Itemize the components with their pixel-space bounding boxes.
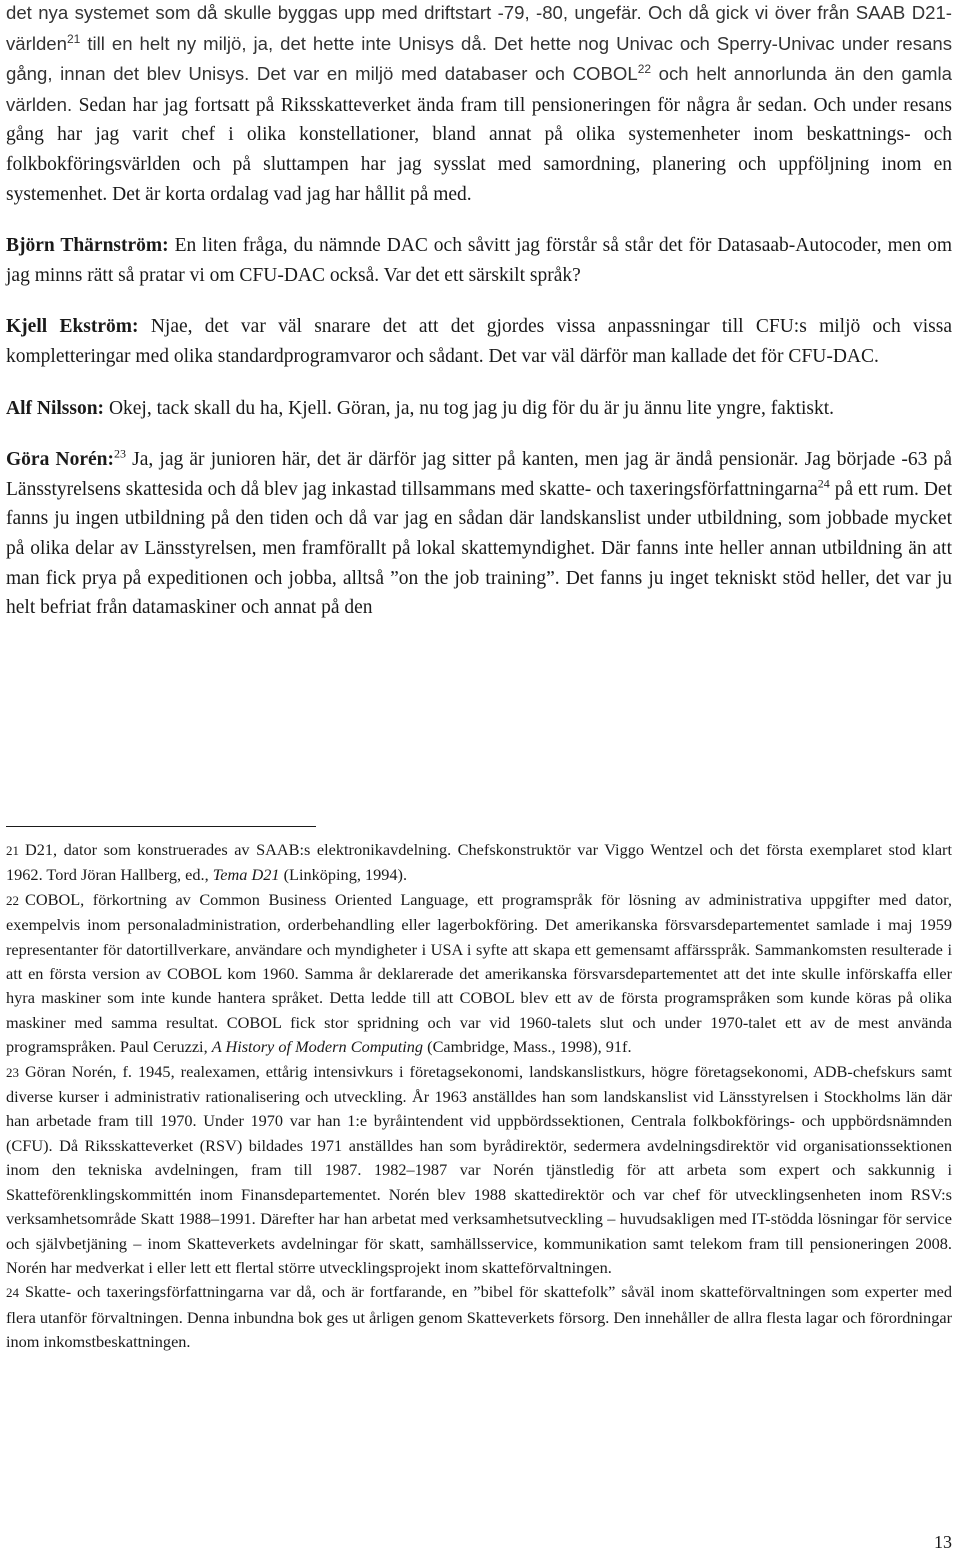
footnote-ref-22[interactable]: 22: [637, 62, 652, 76]
footnote-mark: 24: [6, 1285, 19, 1301]
footnote-mark: 22: [6, 892, 19, 908]
speech-text-2: på ett rum. Det fanns ju ingen utbildning på den tiden och då var jag en sådan där landskanslist under utbildning, som jobbade mycket på olika delar av Länsstyrelsen, men framförallt på lokal skattemyndighet. Där fanns inte heller annan utbildning än att man fick prya på expeditionen och jobba, alltså ”on the job training”. Det fanns ju inget tekniskt stöd heller, det var ju helt befriat från datamaskiner och annat på den: [6, 478, 953, 619]
footnote-23: [6, 1060, 952, 1281]
footnote-text: COBOL, förkortning av Common Business Oriented Language, ett programspråk för lösning av administrativa uppgifter med dator, exempelvis inom personaladministration, orderbehandling eller lagerbokföring. Det amerikanska försvarsdepartementet samlade i maj 1959 representanter för datortillverkare, användare och myndigheter i USA i syfte att skapa ett gemensamt affärsspråk. Sammankomsten resulterade i att en första version av COBOL kom 1960. Samma år deklarerade det amerikanska försvarsdepartementet att det inte skulle införskaffa eller hyra maskiner som inte kunde hantera språket. Detta ledde till att COBOL blev ett av de första programspråken som kunde köras på olika maskiner med samma resultat. COBOL fick stor spridning och var vid 1960-talets slut och under 1970-talet ett av de mest använda programspråken. Paul Ceruzzi,: [6, 889, 952, 1057]
footnote-mark: 23: [6, 1064, 19, 1080]
main-text: [6, 0, 952, 623]
paragraph-tharnstrom: [6, 231, 952, 290]
footnote-24: [6, 1280, 952, 1354]
footnote-title: A History of Modern Computing: [211, 1037, 424, 1057]
footnote-text: D21, dator som konstruerades av SAAB:s elektronikavdelning. Chefskonstruktör var Viggo Wentzel och det första exemplaret stod klart 1962. Tord Jöran Hallberg, ed.,: [6, 840, 952, 885]
speech-text: En liten fråga, du nämnde DAC och såvitt jag förstår så står det för Datasaab-Autocoder, men om jag minns rätt så pratar vi om CFU-DAC också. Var det ett särskilt språk?: [6, 235, 952, 286]
speaker-name: Göra Norén:: [6, 449, 114, 471]
footnote-title: Tema D21: [212, 865, 280, 885]
speech-text: Okej, tack skall du ha, Kjell. Göran, ja, nu tog jag ju dig för du är ju ännu lite yngre, faktiskt.: [104, 397, 835, 419]
paragraph-intro: [6, 0, 952, 209]
footnote-text-end: (Linköping, 1994).: [279, 865, 408, 885]
footnote-mark: 21: [6, 843, 19, 858]
footnote-22: [6, 888, 952, 1060]
document-page: [6, 0, 952, 623]
paragraph-nilsson: [6, 394, 952, 424]
paragraph-ekstrom: [6, 312, 952, 371]
footnote-separator: [6, 826, 316, 827]
speech-text: Njae, det var väl snarare det att det gjordes vissa anpassningar till CFU:s miljö och vissa kompletteringar med olika standardprogramvaror och sådant. Det var väl därför man kallade det för CFU-DAC.: [6, 316, 952, 367]
paragraph-noren: [6, 445, 952, 623]
footnote-text-end: (Cambridge, Mass., 1998), 91f.: [423, 1037, 632, 1057]
intro-text-2: till en helt ny miljö, ja, det hette inte Unisys då. Det hette nog Univac och Sperry-Univac under resans gång, innan det blev Unisys. Det var en miljö med databaser och COBOL: [6, 32, 952, 85]
footnote-21: [6, 838, 952, 888]
speaker-name: Björn Thärnström:: [6, 235, 169, 257]
intro-text-3: och helt annorlunda än den gamla världen.: [6, 63, 952, 115]
speech-text-1: Ja, jag är junioren här, det är därför jag sitter på kanten, men jag är ändå pensionär. Jag började -63 på Länsstyrelsens skattesida och då blev jag inkastad tillsammans med skatte- och taxeringsförfattningarna: [6, 449, 952, 500]
footnote-text: Göran Norén, f. 1945, realexamen, ettårig intensivkurs i företagsekonomi, landskanslistkurs, högre företagsekonomi, ADB-chefskurs samt diverse kurser i administrativ rationalisering och utveckling. År 1963 anställdes han som landskanslist vid Länsstyrelsen i Stockholms län där han arbetade fram till 1970. Under 1970 var han 1:e byråintendent vid uppbördssektionen, Centrala folkbokförings- och uppbördsnämnden (CFU). Då Riksskatteverket (RSV) bildades 1971 anställdes han som byrådirektör, sedermera avdelningsdirektör vid organisationssektionen inom den tekniska avdelningen, fram till 1987. 1982–1987 var Norén tjänstledig för att arbeta som expert och sakkunnig i Skatteförenklingskommittén inom Finansdepartementet. Norén blev 1988 skattedirektör och var chef för utvecklingsenheten inom RSV:s verksamhetsområde Skatt 1988–1991. Därefter har han arbetat med verksamhetsutveckling – huvudsakligen med IT-stödda lösningar för service och självbetjäning – inom Skatteverkets avdelningar för skatt, samhällsservice, kommunikation samt telekom fram till pensioneringen 2008. Norén har medverkat i eller lett ett flertal större utvecklingsprojekt inom skatteförvaltningen.: [6, 1061, 952, 1277]
footnote-text: Skatte- och taxeringsförfattningarna var då, och är fortfarande, en ”bibel för skattefolk” såväl inom skatteförvaltningen som experter med flera utanför förvaltningen. Denna inbundna bok ges ut årligen genom Skatteverkets försorg. Den innehåller de allra flesta lagar och förordningar inom inkomstbeskattningen.: [6, 1282, 952, 1352]
footnote-ref-23[interactable]: 23: [113, 446, 126, 461]
intro-text-4: Sedan har jag fortsatt på Riksskatteverket ända fram till pensioneringen för några år sedan. Och under resans gång har jag varit chef i olika konstellationer, bland annat på olika systemenheter inom beskattnings- och folkbokföringsvärlden och på sluttampen har jag sysslat med samordning, planering och uppföljning inom en systemenhet. Det är korta ordalag vad jag har hållit på med.: [6, 94, 952, 205]
speaker-name: Alf Nilsson:: [6, 397, 105, 419]
footnotes: [6, 838, 952, 1355]
intro-text-1: det nya systemet som då skulle byggas upp med driftstart -79, -80, ungefär. Och då gick vi över från SAAB D21-världen: [6, 2, 952, 54]
speaker-name: Kjell Ekström:: [6, 316, 139, 338]
footnote-ref-21[interactable]: 21: [66, 31, 81, 46]
page-number: 13: [934, 1532, 952, 1552]
footnote-ref-24[interactable]: 24: [817, 476, 830, 491]
